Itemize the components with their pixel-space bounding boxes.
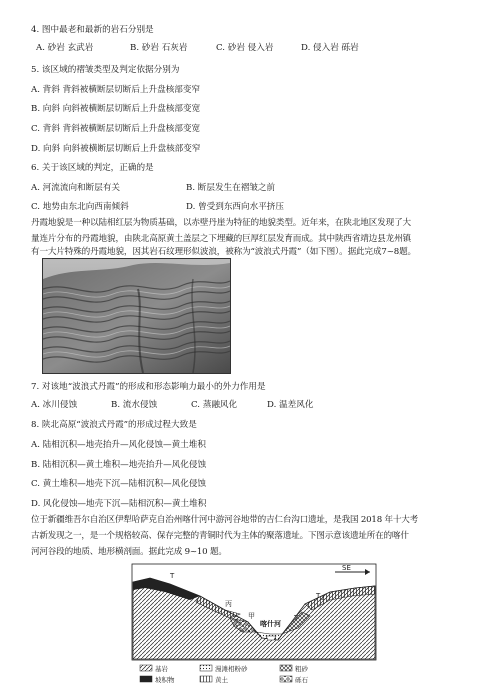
valley-cross-section bbox=[130, 562, 380, 687]
legend-swatch-slope bbox=[140, 676, 152, 682]
label-jia: 甲 bbox=[248, 612, 255, 620]
q7-stem: 7. 对该地“波浪式丹霞”的形成和形态影响力最小的外力作用是 bbox=[31, 382, 266, 392]
label-t1-left: T bbox=[170, 572, 175, 580]
q6-stem: 6. 关于该区域的判定，正确的是 bbox=[31, 163, 154, 173]
q5-option-c: C. 背斜 背斜被横断层切断后上升盘核部变宽 bbox=[31, 124, 201, 134]
q7-option-a: A. 冰川侵蚀 bbox=[31, 400, 78, 410]
q6-option-d: D. 曾受到东西向水平挤压 bbox=[186, 202, 284, 212]
q4-option-c: C. 砂岩 侵入岩 bbox=[216, 43, 274, 53]
passage1-line-3: 有一大片特殊的丹霞地貌，因其岩石纹理形似波浪，被称为“波浪式丹霞”（如下图）。据此完成7~8题。 bbox=[31, 247, 416, 257]
q5-option-d: D. 向斜 向斜被横断层切断后上升盘核部变窄 bbox=[31, 144, 201, 154]
q8-option-a: A. 陆相沉积—地壳抬升—风化侵蚀—黄土堆积 bbox=[31, 440, 206, 450]
q8-option-b: B. 陆相沉积—黄土堆积—地壳抬升—风化侵蚀 bbox=[31, 460, 207, 470]
cross-section-svg bbox=[130, 562, 380, 687]
legend-swatch-bedrock bbox=[140, 665, 152, 671]
q8-stem: 8. 陕北高原“波浪式丹霞”的形成过程大致是 bbox=[31, 420, 197, 430]
q4-option-d: D. 侵入岩 砾岩 bbox=[301, 43, 359, 53]
danxia-photo bbox=[42, 258, 231, 374]
passage1-line-2: 量连片分布的丹霞地貌，由陕北高原黄土盖层之下埋藏的巨厚红层发育而成。其中陕西省靖边县龙州镇 bbox=[31, 234, 411, 244]
passage2-line-3: 河河谷段的地质、地形横剖面。据此完成 9~10 题。 bbox=[31, 547, 227, 557]
label-river: 喀什河 bbox=[260, 620, 281, 628]
q8-option-c: C. 黄土堆积—地壳下沉—陆相沉积—风化侵蚀 bbox=[31, 479, 207, 489]
passage2-line-2: 古新发现之一，是一个规格较高、保存完整的青铜时代为主体的聚落遗址。下图示意该遗址所在的喀什 bbox=[31, 531, 409, 541]
legend-silt: 漫滩相粉砂 bbox=[215, 665, 248, 673]
label-bing: 丙 bbox=[225, 600, 232, 608]
q7-option-d: D. 温差风化 bbox=[267, 400, 314, 410]
passage2-line-1: 位于新疆维吾尔自治区伊犁哈萨克自治州喀什河中游河谷地带的吉仁台沟口遗址，是我国 2018 年十大考 bbox=[31, 515, 419, 525]
q6-option-a: A. 河流流向和断层有关 bbox=[31, 183, 121, 193]
q7-option-c: C. 蒸融风化 bbox=[191, 400, 238, 410]
legend bbox=[140, 664, 309, 684]
q4-option-a: A. 砂岩 玄武岩 bbox=[36, 43, 94, 53]
label-t2-sub: 2 bbox=[321, 596, 325, 602]
q6-option-c: C. 地势由东北向西南倾斜 bbox=[31, 202, 129, 212]
legend-gravel: 砾石 bbox=[295, 676, 308, 684]
legend-swatch-sand bbox=[280, 665, 292, 671]
q4-stem: 4. 图中最老和最新的岩石分别是 bbox=[31, 25, 154, 35]
legend-swatch-gravel bbox=[280, 676, 292, 682]
danxia-rock-image bbox=[43, 259, 230, 373]
label-t2: T bbox=[316, 592, 321, 600]
compass-label: SE bbox=[342, 564, 351, 572]
q7-option-b: B. 流水侵蚀 bbox=[111, 400, 158, 410]
legend-bedrock: 基岩 bbox=[155, 665, 168, 673]
legend-sand: 粗砂 bbox=[295, 665, 308, 673]
q6-option-b: B. 断层发生在褶皱之前 bbox=[186, 183, 276, 193]
legend-loess: 黄土 bbox=[215, 676, 228, 684]
legend-swatch-loess bbox=[200, 676, 212, 682]
q5-option-b: B. 向斜 向斜被横断层切断后上升盘核部变宽 bbox=[31, 104, 201, 114]
q5-stem: 5. 该区域的褶皱类型及判定依据分别为 bbox=[31, 65, 180, 75]
label-t1-right: T bbox=[294, 614, 299, 622]
label-yi: 乙 bbox=[234, 616, 241, 624]
legend-swatch-silt bbox=[200, 665, 212, 671]
legend-slope: 坡积物 bbox=[155, 676, 175, 684]
q4-option-b: B. 砂岩 石灰岩 bbox=[130, 43, 188, 53]
q8-option-d: D. 风化侵蚀—地壳下沉—陆相沉积—黄土堆积 bbox=[31, 499, 207, 509]
q5-option-a: A. 背斜 背斜被横断层切断后上升盘核部变窄 bbox=[31, 85, 201, 95]
passage1-line-1: 丹霞地貌是一种以陆相红层为物质基础，以赤壁丹崖为特征的地貌类型。近年来，在陕北地区发现了大 bbox=[31, 218, 411, 228]
